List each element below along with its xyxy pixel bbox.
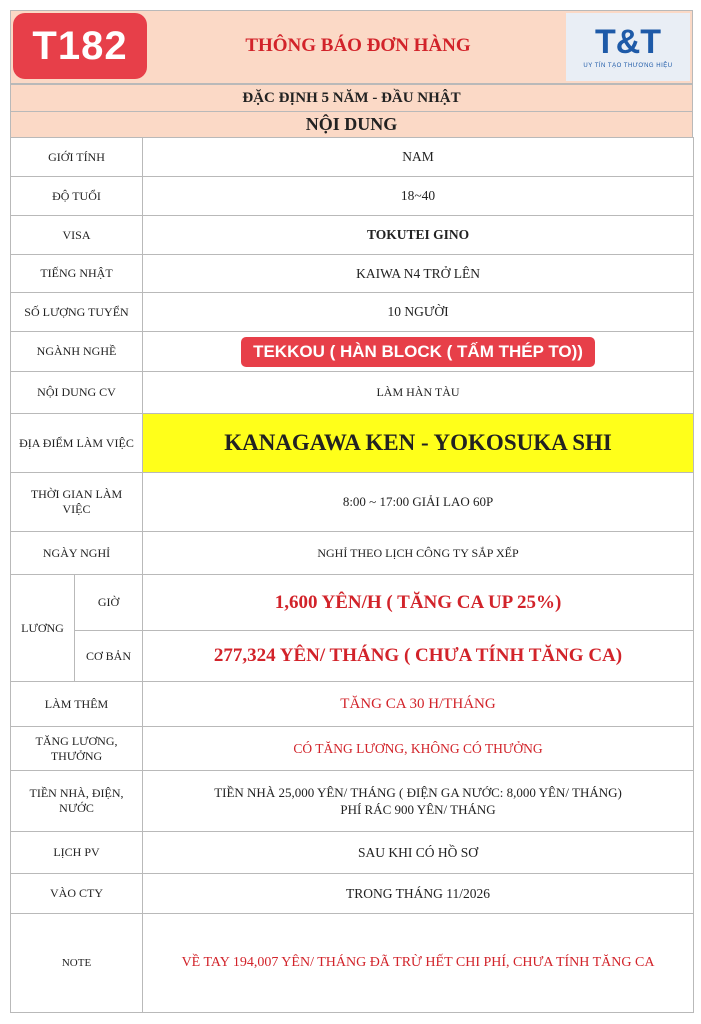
- table-row: [11, 682, 694, 727]
- note-value: VỀ TAY 194,007 YÊN/ THÁNG ĐÃ TRỪ HẾT CHI PHÍ, CHƯA TÍNH TĂNG CA: [143, 914, 694, 1013]
- table-row: [11, 631, 694, 682]
- quantity-label: SỐ LƯỢNG TUYỂN: [11, 293, 143, 332]
- housing-value: [143, 771, 694, 832]
- location-value: KANAGAWA KEN - YOKOSUKA SHI: [143, 414, 694, 473]
- housing-value-line2: PHÍ RÁC 900 YÊN/ THÁNG: [340, 802, 496, 817]
- hours-label: THỜI GIAN LÀM VIỆC: [11, 473, 143, 532]
- salary-hourly-value: 1,600 YÊN/H ( TĂNG CA UP 25%): [143, 575, 694, 631]
- table-row: [11, 771, 694, 832]
- table-row: [11, 293, 694, 332]
- start-label: VÀO CTY: [11, 874, 143, 914]
- logo-tagline: UY TÍN TẠO THƯƠNG HIỆU: [583, 63, 673, 69]
- salary-base-value: 277,324 YÊN/ THÁNG ( CHƯA TÍNH TĂNG CA): [143, 631, 694, 682]
- job-notice-sheet: [10, 10, 693, 1014]
- details-table: [10, 137, 694, 1013]
- housing-label: TIỀN NHÀ, ĐIỆN, NƯỚC: [11, 771, 143, 832]
- table-row: [11, 532, 694, 575]
- table-row: [11, 255, 694, 293]
- overtime-label: LÀM THÊM: [11, 682, 143, 727]
- job-value: LÀM HÀN TÀU: [143, 372, 694, 414]
- note-label: NOTE: [11, 914, 143, 1013]
- raise-label: TĂNG LƯƠNG, THƯỞNG: [11, 727, 143, 771]
- hours-value: 8:00 ~ 17:00 GIẢI LAO 60P: [143, 473, 694, 532]
- japanese-value: KAIWA N4 TRỞ LÊN: [143, 255, 694, 293]
- gender-label: GIỚI TÍNH: [11, 138, 143, 177]
- table-row: [11, 575, 694, 631]
- raise-value: CÓ TĂNG LƯƠNG, KHÔNG CÓ THƯỞNG: [143, 727, 694, 771]
- gender-value: NAM: [143, 138, 694, 177]
- table-row: [11, 832, 694, 874]
- subtitle: ĐẶC ĐỊNH 5 NĂM - ĐẦU NHẬT: [10, 84, 693, 112]
- table-row: [11, 332, 694, 372]
- japanese-label: TIẾNG NHẬT: [11, 255, 143, 293]
- order-code-badge: T182: [13, 13, 147, 79]
- location-label: ĐỊA ĐIỂM LÀM VIỆC: [11, 414, 143, 473]
- salary-base-label: CƠ BẢN: [75, 631, 143, 682]
- salary-label: LƯƠNG: [11, 575, 75, 682]
- age-label: ĐỘ TUỔI: [11, 177, 143, 216]
- interview-label: LỊCH PV: [11, 832, 143, 874]
- table-row: [11, 177, 694, 216]
- table-row: [11, 727, 694, 771]
- header: [10, 10, 693, 84]
- table-row: [11, 138, 694, 177]
- industry-cell: [143, 332, 694, 372]
- company-logo: [566, 13, 690, 81]
- job-label: NỘI DUNG CV: [11, 372, 143, 414]
- table-row: [11, 473, 694, 532]
- salary-hourly-label: GIỜ: [75, 575, 143, 631]
- industry-badge: TEKKOU ( HÀN BLOCK ( TẤM THÉP TO)): [241, 337, 595, 367]
- table-row: [11, 216, 694, 255]
- table-row: [11, 372, 694, 414]
- logo-text: T&T: [594, 23, 662, 61]
- table-row: [11, 414, 694, 473]
- start-value: TRONG THÁNG 11/2026: [143, 874, 694, 914]
- industry-label: NGÀNH NGHỀ: [11, 332, 143, 372]
- age-value: 18~40: [143, 177, 694, 216]
- table-row: [11, 914, 694, 1013]
- holiday-label: NGÀY NGHỈ: [11, 532, 143, 575]
- visa-label: VISA: [11, 216, 143, 255]
- table-row: [11, 874, 694, 914]
- visa-value: TOKUTEI GINO: [143, 216, 694, 255]
- interview-value: SAU KHI CÓ HỒ SƠ: [143, 832, 694, 874]
- quantity-value: 10 NGƯỜI: [143, 293, 694, 332]
- housing-value-line1: TIỀN NHÀ 25,000 YÊN/ THÁNG ( ĐIỆN GA NƯỚC: 8,000 YÊN/ THÁNG): [214, 785, 622, 800]
- overtime-value: TĂNG CA 30 H/THÁNG: [143, 682, 694, 727]
- section-title: NỘI DUNG: [10, 111, 693, 138]
- page-title: THÔNG BÁO ĐƠN HÀNG: [245, 35, 471, 56]
- holiday-value: NGHỈ THEO LỊCH CÔNG TY SẮP XẾP: [143, 532, 694, 575]
